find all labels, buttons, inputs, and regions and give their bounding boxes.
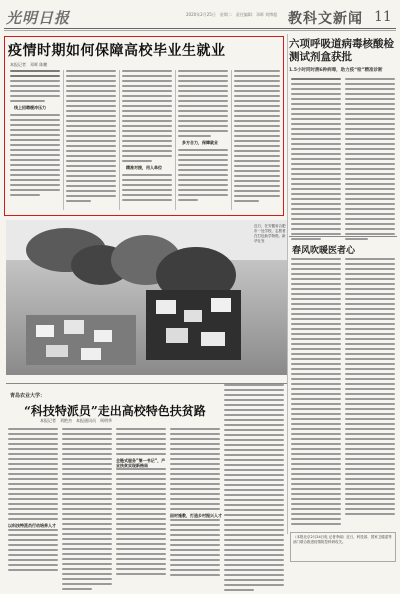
lower-article-column-4	[170, 428, 220, 579]
photo-caption-text: 近日，在安徽省合肥市一处学校，志愿者在打包助学物资。新华社发	[254, 224, 286, 243]
lead-article-column-5	[234, 70, 280, 205]
lower-article-column-1	[8, 428, 58, 574]
lead-article-headline[interactable]: 疫情时期如何保障高校毕业生就业	[8, 43, 226, 59]
lead-article-subhead-2: 精准对接，用人单位	[126, 165, 162, 170]
page-number: 11	[374, 9, 392, 25]
section-title: 教科文新闻	[288, 11, 363, 27]
news-photo	[6, 220, 287, 375]
lead-article-byline: 本报记者 邓晖 陈鹏	[10, 62, 48, 67]
lower-article-subhead-3: 因材施教，打造乡村振兴人才	[170, 513, 222, 518]
lower-article-subhead-2: 全链式服务”第一书记”，产业扶贫实现新格局	[116, 458, 166, 468]
lower-article-byline: 本报记者 刘艳杰 本报通讯员 周明华	[40, 418, 112, 423]
masthead-rule	[4, 28, 396, 29]
lower-article-headline[interactable]: “科技特派员”走出高校特色扶贫路	[24, 404, 206, 418]
lead-article-column-1	[10, 70, 60, 199]
masthead-rule-thin	[4, 30, 396, 31]
right-article-column-1	[291, 78, 341, 243]
lower-article-column-3	[116, 428, 166, 578]
lead-article-column-2	[66, 70, 116, 205]
lower-article-column-5	[224, 384, 284, 594]
right-article-subhead: 1.5小时同时测6种病毒，助力疫“检”精准诊断	[289, 68, 383, 73]
lower-article-kicker: 青岛农业大学：	[10, 393, 46, 399]
lead-article-column-3	[122, 70, 172, 204]
lower-article-column-2	[62, 428, 112, 593]
lead-article-subhead-1: 线上招聘缓冲压力	[14, 105, 46, 110]
spring-column-headline[interactable]: 春风吹暖医者心	[292, 246, 356, 256]
bottom-note-box	[290, 532, 396, 562]
spring-column-text-1	[291, 258, 341, 528]
spring-column-text-2	[345, 258, 395, 518]
lead-article-column-4	[178, 70, 228, 204]
lower-article-subhead-1: 以科技特派员行动培养人才	[8, 523, 56, 528]
right-article-column-2	[345, 78, 395, 243]
issue-meta: 2020年2月25日 星期二 责任编辑：邓晖 刘博超	[186, 12, 278, 17]
newspaper-logo: 光明日报	[6, 9, 71, 27]
right-article-headline[interactable]: 六项呼吸道病毒核酸检测试剂盒获批	[289, 38, 394, 63]
bottom-note-text: （本报北京2月24日电 记者李丽）近日，科技部、国家卫健委等部门联合推进疫情防控科研攻关。	[293, 535, 392, 544]
photo-caption	[254, 224, 286, 244]
lead-article-subhead-3: 多方合力，保障就业	[182, 140, 218, 145]
